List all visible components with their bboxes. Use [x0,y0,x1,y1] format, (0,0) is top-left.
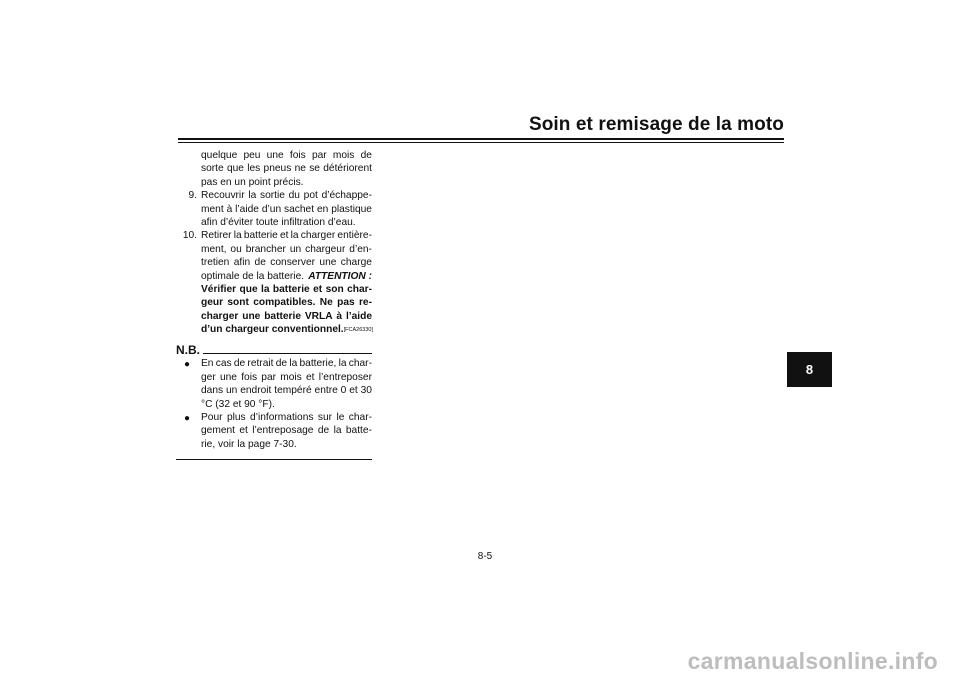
item-line: ment à l’aide d’un sachet en plastique [201,203,372,215]
item-line [201,270,372,283]
item-line: ment, ou brancher un chargeur d’en- [201,243,372,255]
item-number: 10. [182,230,197,242]
note-label: N.B. [176,343,200,358]
page-title: Soin et remisage de la moto [528,114,784,135]
intro-line: pas en un point précis. [201,176,304,188]
item-line-text: optimale de la batterie. [201,270,305,282]
bullet-line: En cas de retrait de la batterie, la char- [201,358,372,370]
bullet-line: Pour plus d’informations sur le char- [201,412,372,424]
item-number: 9. [188,190,197,202]
item-line: afin d’éviter toute infiltration d’eau. [201,216,356,228]
watermark: carmanualsonline.info [687,648,938,674]
warning-line: Vérifier que la batterie et son char- [201,283,372,295]
warning-last: d’un chargeur conventionnel. [201,324,344,336]
warning-line: charger une batterie VRLA à l’aide [201,310,372,322]
reference-code: [FCA26330] [343,327,373,334]
bullet-icon: ● [184,413,191,425]
chapter-tab: 8 [787,352,832,387]
warning-line: geur sont compatibles. Ne pas re- [201,297,372,309]
note-end-rule [176,459,372,460]
intro-line: quelque peu une fois par mois de [201,150,372,161]
intro-paragraph [176,149,372,189]
item-line: Retirer la batterie et la charger entière- [201,230,372,242]
item-line: Recouvrir la sortie du pot d’échappe- [201,190,372,202]
bullet-line: °C (32 et 90 °F). [201,398,275,410]
bullet-line: dans un endroit tempéré entre 0 et 30 [201,385,372,397]
note-header [176,342,372,357]
note-rule [203,353,372,354]
note-bullet-1 [176,357,372,411]
item-line: tretien afin de conserver une charge [201,257,372,269]
attention-label: ATTENTION : [308,270,372,282]
warning-line [201,323,372,336]
list-item-10 [176,229,372,336]
page-number: 8-5 [477,551,493,562]
text-column [176,149,372,460]
bullet-line: rie, voir la page 7-30. [201,438,297,450]
bullet-line: gement et l’entreposage de la batte- [201,425,372,437]
list-item-9 [176,189,372,229]
bullet-icon: ● [184,359,191,371]
header-rule [178,138,784,140]
bullet-line: ger une fois par mois et l’entreposer [201,371,372,383]
header-rule-thin [178,142,784,143]
note-bullet-2 [176,411,372,451]
intro-line: sorte que les pneus ne se détériorent [201,163,372,175]
